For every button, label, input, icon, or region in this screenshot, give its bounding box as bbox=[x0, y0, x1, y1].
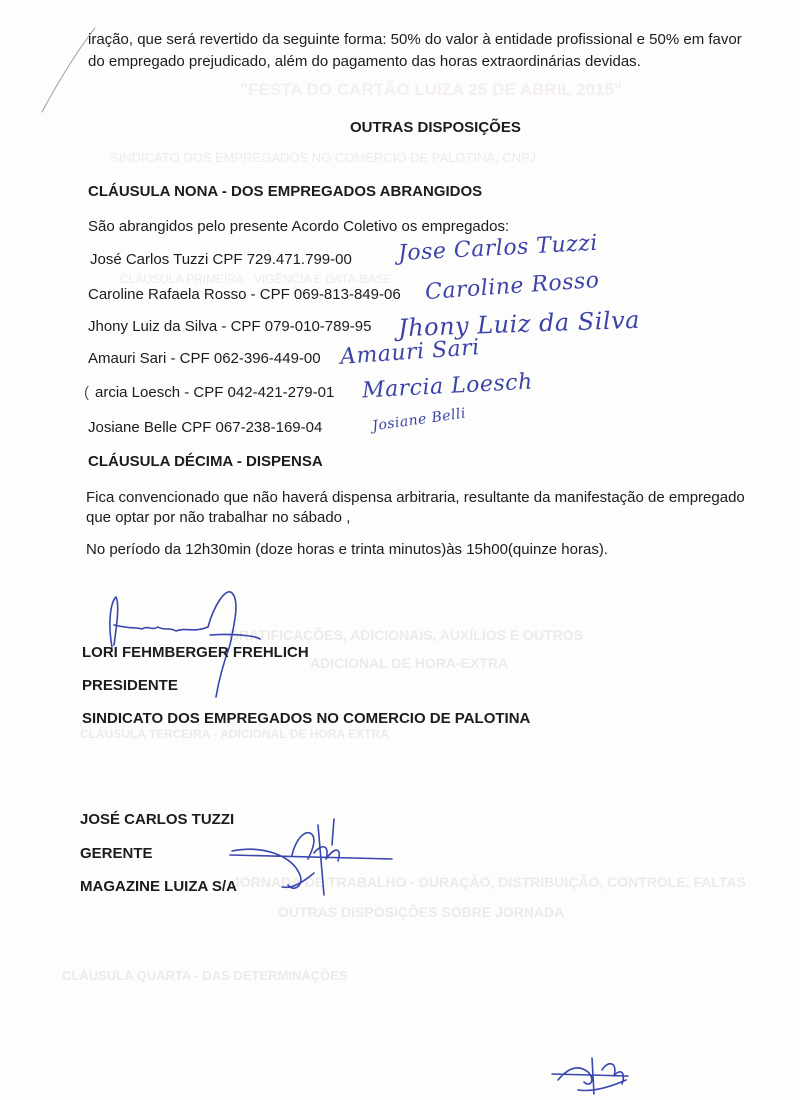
employee-signature: Caroline Rosso bbox=[424, 267, 601, 306]
clausula-decima-paragraph-1-line-1: Fica convencionado que não haverá dispensa arbitraria, resultante da manifestação de empregado bbox=[86, 489, 745, 506]
employee-signature: Jhony Luiz da Silva bbox=[397, 305, 641, 343]
employee-signature: Josiane Belli bbox=[371, 405, 467, 435]
clausula-decima-heading: CLÁUSULA DÉCIMA - DISPENSA bbox=[88, 453, 323, 470]
union-signatory-role: PRESIDENTE bbox=[82, 677, 178, 694]
employee-line: Amauri Sari - CPF 062-396-449-00 bbox=[88, 350, 321, 367]
clausula-decima-paragraph-1-line-2: que optar por não trabalhar no sábado , bbox=[86, 509, 351, 526]
employee-signature: Jose Carlos Tuzzi bbox=[397, 230, 599, 267]
initials-signature bbox=[548, 1050, 638, 1100]
show-through-line: SINDICATO DOS EMPREGADOS NO COMERCIO DE PALOTINA, CNPJ bbox=[110, 150, 537, 165]
employee-line: Jhony Luiz da Silva - CPF 079-010-789-95 bbox=[88, 318, 372, 335]
section-title: OUTRAS DISPOSIÇÕES bbox=[350, 119, 521, 136]
clausula-nona-heading: CLÁUSULA NONA - DOS EMPREGADOS ABRANGIDOS bbox=[88, 183, 483, 200]
clausula-nona-intro: São abrangidos pelo presente Acordo Coletivo os empregados: bbox=[88, 218, 510, 235]
intro-line-2: do empregado prejudicado, além do pagamento das horas extraordinárias devidas. bbox=[88, 53, 641, 70]
employee-signature: Amauri Sari bbox=[339, 335, 481, 370]
employee-line: José Carlos Tuzzi CPF 729.471.799-00 bbox=[90, 251, 352, 268]
company-signatory-role: GERENTE bbox=[80, 845, 153, 862]
show-through-line: "FESTA DO CARTÃO LUIZA 25 DE ABRIL 2015" bbox=[240, 80, 622, 99]
company-signatory-name: JOSÉ CARLOS TUZZI bbox=[80, 811, 235, 828]
company-organization: MAGAZINE LUIZA S/A bbox=[80, 878, 237, 895]
show-through-line: CLÁUSULA TERCEIRA - ADICIONAL DE HORA EXTRA bbox=[80, 727, 389, 741]
employee-signature: Marcia Loesch bbox=[361, 369, 534, 404]
employee-line: arcia Loesch - CPF 042-421-279-01 bbox=[95, 384, 335, 401]
show-through-line: GRATIFICAÇÕES, ADICIONAIS, AUXÍLIOS E OUTROS bbox=[228, 627, 583, 643]
show-through-line: ADICIONAL DE HORA-EXTRA bbox=[310, 655, 509, 671]
union-signatory-name: LORI FEHMBERGER FREHLICH bbox=[82, 644, 309, 661]
union-organization: SINDICATO DOS EMPREGADOS NO COMERCIO DE PALOTINA bbox=[82, 710, 531, 727]
show-through-line: CLÁUSULA QUARTA - DAS DETERMINAÇÕES bbox=[62, 968, 348, 983]
show-through-line: CLÁUSULA PRIMEIRA - VIGÊNCIA E DATA-BASE bbox=[120, 272, 392, 286]
bracket-mark: ( bbox=[84, 384, 89, 401]
employee-line: Josiane Belle CPF 067-238-169-04 bbox=[88, 419, 323, 436]
show-through-line: OUTRAS DISPOSIÇÕES SOBRE JORNADA bbox=[278, 904, 565, 920]
show-through-line: JORNADA DE TRABALHO - DURAÇÃO, DISTRIBUIÇÃO, CONTROLE, FALTAS bbox=[232, 874, 746, 890]
manager-signature bbox=[222, 815, 402, 905]
clausula-decima-paragraph-2: No período da 12h30min (doze horas e trinta minutos)às 15h00(quinze horas). bbox=[86, 541, 608, 558]
intro-line-1: iração, que será revertido da seguinte forma: 50% do valor à entidade profissional e 50% em favor bbox=[88, 31, 742, 48]
employee-line: Caroline Rafaela Rosso - CPF 069-813-849-06 bbox=[88, 286, 401, 303]
